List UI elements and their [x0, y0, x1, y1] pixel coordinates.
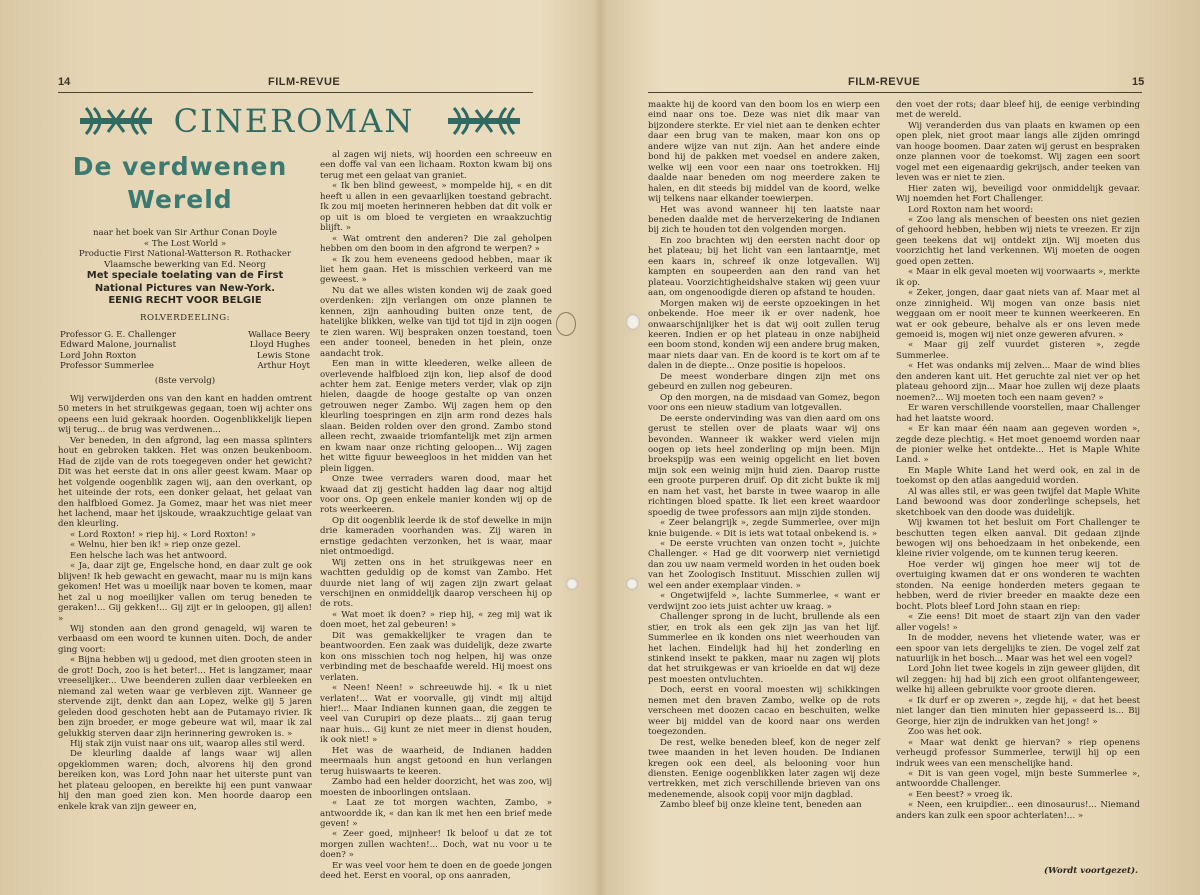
paragraph: « Ik durf er op zweren », zegde hij, « dat het beest niet langer dan tien minuten hier gepasseerd is... Bij George, hier zijn de indrukken van het jong! »: [896, 695, 1140, 727]
page-number-left: 14: [58, 76, 71, 88]
cast-actor: Lewis Stone: [256, 350, 310, 361]
cast-row: [60, 351, 310, 361]
paragraph: En Maple White Land het werd ook, en zal in de toekomst op den atlas aangeduid worden.: [896, 465, 1140, 487]
paragraph: Wij veranderden dus van plaats en kwamen op een open plek, niet groot maar langs alle zijden omringd van hooge boomen. Daar zaten wij gerust en bespraken onze plannen voor de toekomst. Wij zagen een soort vogel met een eigenaardig gekrijsch, ander teeken van leven was er niet te zien.: [896, 120, 1140, 184]
paragraph: Onze twee verraders waren dood, maar het kwaad dat zij gesticht hadden lag daar nog altijd voor ons. Op geen enkele manier konden wij op de rots weerkeeren.: [320, 474, 552, 516]
paragraph: « Ik zou hem eveneens gedood hebben, maar ik liet hem gaan. Het is misschien verkeerd van me geweest. »: [320, 254, 552, 286]
cast-role: Professor G. E. Challenger: [60, 330, 176, 340]
paragraph: « Ongetwijfeld », lachte Summerlee, « want er verdwijnt zoo iets juist achter uw kraag. »: [648, 591, 880, 612]
credits-block: [60, 228, 310, 323]
paragraph: « Maar gij zelf vuurdet gisteren », zegde Summerlee.: [896, 340, 1140, 361]
paragraph: « Zeer goed, mijnheer! Ik beloof u dat ze tot morgen zullen wachten!... Doch, wat nu voor u te doen? »: [320, 829, 552, 861]
paragraph: « Welnu, hier ben ik! » riep onze gezel.: [70, 540, 241, 551]
paragraph: « Zeer belangrijk », zegde Summerlee, over mijn knie buigende. « Dit is iets wat totaal onbekend is. »: [648, 518, 880, 539]
cast-row: [60, 330, 310, 340]
paragraph: Morgen maken wij de eerste opzoekingen in het onbekende. Hoe meer ik er over nadenk, hoe onwaarschijnlijker het is dat wij ooit zullen terug keeren. Indien er op het plateau in onze nabijheid een boom stond, konden wij een andere brug maken, maar niets daar van. En de koord is te kort om af te dalen in de diepte... Onze positie is hopeloos.: [648, 298, 880, 372]
staple-hole: [626, 314, 640, 330]
left-column-1: [58, 394, 312, 864]
paragraph: De eerste ondervinding was van dien aard om ons gerust te stellen over de plaats waar wij ons bevonden. Wanneer ik wakker werd vielen mijn oogen op iets heel zonderling op mijn been. Mijn broekspijp was een weinig opgelicht en liet boven mijn sok een weinig mijn huid zien. Daarop rustte een groote purperen druif. Op dit zicht bukte ik mij en nam het vast, het barste in twee waarop in alle richtingen bloed spatte. Ik liet een kreet waardoor spoedig de twee professors aan mijn zijde stonden.: [648, 413, 880, 518]
section-title: CINEROMAN: [173, 102, 415, 140]
right-column-2: [896, 100, 1140, 864]
running-head-left: FILM-REVUE: [268, 76, 341, 88]
left-page: [0, 0, 596, 895]
paragraph: Ver beneden, in den afgrond, lag een massa splinters hout en gebroken takken. Het was onzen beukenboom. Had de zijde van de rots toegegeven onder het gewicht? Dit was het eerste dat in ons aller geest kwam. Maar op het volgende oogenblik zagen wij, aan den overkant, op het uiteinde der rots, een donker gelaat, het gelaat van den halfbloed Gomez. Ja Gomez, maar het was niet meer het lachend, maar het ijskoude, wraakzuchtige gelaat van den kleurling.: [58, 435, 312, 530]
cast-row: [60, 361, 310, 371]
paragraph: Lord John liet twee kogels in zijn geweer glijden, dit wil zeggen: hij had bij zich een groot olifantengeweer, welke hij alleen gebruikte voor groote dieren.: [896, 664, 1140, 696]
paragraph: den voet der rots; daar bleef hij, de eenige verbinding met de wereld.: [896, 100, 1140, 121]
paragraph: « Lord Roxton! » riep hij. « Lord Roxton! »: [70, 529, 256, 540]
credit-line2: « The Lost World »: [143, 238, 227, 249]
ornament-left-icon: [80, 104, 152, 138]
paragraph: « De eerste vruchten van onzen tocht », juichte Challenger. « Had ge dit voorwerp niet vernietigd dan zou uw naam vermeld worden in het ouden boek van het Zoologisch Instituut. Misschien zullen wij wel een ander exemplaar vinden. »: [648, 539, 880, 591]
story-title: [60, 150, 300, 216]
cast-heading: ROLVERDEELING:: [140, 312, 230, 323]
right-page: [604, 0, 1200, 895]
paragraph: Er waren verschillende voorstellen, maar Challenger had het laatste woord.: [896, 403, 1140, 424]
cineroman-header: [60, 100, 528, 144]
paragraph: Een helsche lach was het antwoord.: [70, 550, 228, 561]
cast-actor: Lloyd Hughes: [249, 340, 310, 351]
credit-bold1: Met speciale toelating van de First: [86, 270, 284, 281]
paragraph: « Zie eens! Dit moet de staart zijn van den vader aller vogels! »: [896, 612, 1140, 633]
paragraph: Lord Roxton nam het woord:: [908, 204, 1034, 215]
paragraph: « Maar in elk geval moeten wij voorwaarts », merkte ik op.: [896, 267, 1140, 288]
installment-note: (8ste vervolg): [154, 376, 216, 386]
cast-role: Edward Malone, journalist: [60, 340, 177, 351]
paragraph: « Ik ben blind geweest, » mompelde hij, « en dit heeft u allen in een gevaarlijken toestand gebracht. Ik zou mij moeten herinneren hebben dat dit volk er op uit is om bloed te vergieten en wraakzuchtig blijft. »: [320, 181, 552, 234]
paragraph: « Laat ze tot morgen wachten, Zambo, » antwoordde ik, « dan kan ik met hen een brief mede geven! »: [320, 798, 552, 829]
paragraph: Het was avond wanneer hij ten laatste naar beneden daalde met de herverzekering de Indianen bij zich te houden tot den volgenden morgen.: [648, 204, 880, 236]
paragraph: « Het was ondanks mij zelven... Maar de wind blies den anderen kant uit. Het geruchte zal niet ver op het plateau gehoord zijn... Maar hoe zullen wij deze plaats noemen?... Wij moeten toch een naam geven? »: [896, 361, 1140, 403]
story-title-line2: Wereld: [127, 185, 233, 214]
paragraph: « Dit is van geen vogel, mijn beste Summerlee », antwoordde Challenger.: [896, 769, 1140, 790]
paragraph: De rest, welke beneden bleef, kon de neger zelf twee maanden in het leven houden. De Indianen kregen ook een deel, als belooning voor hun diensten. Eenige oogenblikken later zagen wij deze vertrekken, met zich verschillende brieven van ons medenemende, alsook copij voor mijn dagblad.: [648, 737, 880, 800]
paragraph: Hoe verder wij gingen hoe meer wij tot de overtuiging kwamen dat er ons wonderen te wachten stonden. Na eenige honderden meters gegaan te hebben, werd de rivier breeder en maakte deze een bocht. Plots bleef Lord John staan en riep:: [896, 559, 1140, 612]
paragraph: Er was veel voor hem te doen en de goede jongen deed het. Eerst en vooral, op ons aanraden,: [320, 860, 552, 882]
paragraph: Zoo was het ook.: [908, 727, 982, 738]
paragraph: En zoo brachten wij den eersten nacht door op het plateau; bij het licht van een lantaarntje, met een kaars in, schreef ik onze lotgevallen. Wij kampten en soupeerden aan den rand van het plateau. Voorzichtigheidshalve staken wij geen vuur aan, om ongenoodigde dieren op afstand te houden.: [648, 235, 880, 299]
cast-role: Lord John Roxton: [60, 350, 137, 361]
paragraph: Op dit oogenblik leerde ik de stof dewelke in mijn drie kameraden voorhanden was. Zij waren in ernstige gedachten verzonken, het is waar, maar niet ontmoedigd.: [320, 515, 552, 558]
paragraph: De meest wonderbare dingen zijn met ons gebeurd en zullen nog gebeuren.: [648, 371, 880, 393]
torn-hole: [556, 312, 576, 336]
cast-actor: Wallace Beery: [248, 330, 310, 340]
paragraph: « Er kan maar één naam aan gegeven worden », zegde deze plechtig. « Het moet genoemd worden naar de pionier welke het ontdekte... Het is Maple White Land. »: [896, 424, 1140, 466]
paragraph: Een man in witte kleederen, welke alleen de overlevende halfbloed zijn kon, liep alsof de dood achter hem zat. Eenige meters verder, vlak op zijn hielen, daagde de hooge gestalte op van onzen getrouwen neger Zambo. Wij zagen hem op den kleurling toespringen en zijn arm rond dezes hals slaan. Beiden rolden over den grond. Zambo stond alleen recht, zwaaide triomfantelijk met zijn armen en kwam naar onze richting geloopen... Wij zagen het witte figuur beweegloos in het midden van het plein liggen.: [320, 359, 552, 474]
paragraph: Wij verwijderden ons van den kant en hadden omtrent 50 meters in het struikgewas gegaan, toen wij achter ons opeens een luid gekraak hoorden. Oogenblikkelijk liepen wij terug... de brug was verdwenen...: [58, 394, 312, 436]
credit-line3: Productie First National-Watterson R. Rothacker: [78, 249, 292, 259]
paragraph: Het was de waarheid, de Indianen hadden meermaals hun angst getoond en hun verlangen terug huiswaarts te keeren.: [320, 745, 552, 777]
paragraph: Zambo had een helder doorzicht, het was zoo, wij moesten de inboorlingen ontslaan.: [320, 777, 552, 798]
paragraph: Dit was gemakkelijker te vragen dan te beantwoorden. Een zaak was duidelijk, deze zwarte kon ons misschien toch nog helpen, hij was onze verbinding met de beschaafde wereld. Hij moest ons verlaten.: [320, 630, 552, 683]
running-head-right: FILM-REVUE: [848, 76, 921, 88]
paragraph: « Een beest? » vroeg ik.: [908, 789, 1013, 800]
paragraph: « Neen! Neen! » schreeuwde hij. « Ik u niet verlaten!... Wat er voorvalle, gij vindt mij altijd hier!... Maar Indianen kunnen gaan, die zeggen te veel van Curupiri op deze plaats... zij gaan terug naar huis... Gij kunt ze niet meer in dienst houden, ik ook niet! »: [320, 683, 552, 746]
credit-line4: Vlaamsche bewerking van Ed. Neorg: [104, 259, 266, 270]
paragraph: al zagen wij niets, wij hoorden een schreeuw en een doffe val van een lichaam. Roxton kwam bij ons terug met een gelaat van graniet.: [320, 150, 552, 181]
paragraph: Doch, eerst en vooral moesten wij schikkingen nemen met den braven Zambo, welke op de rots verscheen met doozen cacao en beschuiten, welke weer bij middel van de koord naar ons werden toegezonden.: [648, 685, 880, 738]
paragraph: « Bijna hebben wij u gedood, met dien grooten steen in de grot! Doch, zoo is het beter!... Het is langzamer, maar vreeselijker... Uwe beenderen zullen daar verbleeken en niemand zal weten waar ge verbleven zijt. Wanneer ge stervende zijt, denkt dan aan Lopez, welke gij 5 jaren geleden dood geschoten hebt aan de Putamayo rivier. Ik ben zijn broeder, er moge gebeure wat wil, maar ik zal gelukkig sterven daar zijn herinnering gewroken is. »: [58, 655, 312, 739]
cast-role: Professor Summerlee: [60, 361, 154, 372]
paragraph: « Wat omtrent den anderen? Die zal geholpen hebben om den boom in den afgrond te werpen? »: [320, 233, 552, 255]
paragraph: Nu dat we alles wisten konden wij de zaak goed overdenken: zijn verlangen om onze plannen te kennen, zijn aanhouding buiten onze tent, de hatelijke blikken, welke van tijd tot tijd in zijn oogen te zien waren. Wij bespraken onzen toestand, toen een ander tooneel, beneden in het plein, onze aandacht trok.: [320, 285, 552, 359]
paragraph: De kleurling daalde af langs waar wij allen opgeklommen waren; doch, alvorens hij den grond bereiken kon, was Lord John naar het uiterste punt van het plateau geloopen, en bereikte hij een punt vanwaar hij den man goed zien kon. Men hoorde daarop een enkele krak van zijn geweer en,: [58, 749, 312, 812]
paragraph: « Neen, een kruipdier... een dinosaurus!... Niemand anders kan zulk een spoor achterlaten!... »: [896, 800, 1140, 821]
paragraph: « Ja, daar zijt ge, Engelsche hond, en daar zult ge ook blijven! Ik heb gewacht en gewacht, maar nu is mijn kans gekomen! Het was u moeilijk naar boven te komen, maar het zal u nog moeilijker vallen om terug beneden te geraken!... Gij gekken!... Gij zijt er in geloopen, gij allen! »: [58, 561, 312, 624]
paragraph: Al was alles stil, er was geen twijfel dat Maple White Land bewoond was door zonderlinge schepsels, het sketchboek van den doode was duidelijk.: [896, 486, 1140, 518]
credit-bold3: EENIG RECHT VOOR BELGIE: [108, 295, 262, 306]
continued-note: (Wordt voortgezet).: [1044, 866, 1139, 876]
paragraph: « Wat moet ik doen? » riep hij, « zeg mij wat ik doen moet, het zal gebeuren! »: [320, 609, 552, 631]
paragraph: « Zoo lang als menschen of beesten ons niet gezien of gehoord hebben, hebben wij niets te vreezen. Er zijn geen teekens dat wij ontdekt zijn. Wij moeten dus voorzichtig het land verkennen. Wij moeten de oogen goed open zetten.: [896, 214, 1140, 267]
cast-list: [60, 330, 310, 372]
staple-hole: [566, 578, 578, 590]
paragraph: Challenger sprong in de lucht, brullende als een stier, en trok als een gek zijn jas van het lijf. Summerlee en ik konden ons niet weerhouden van het lachen. Eindelijk had hij het zonderling en stinkend insekt te pakken, maar nu zagen wij plots dat het struikgewas er van krioelde en dat wij deze pest moesten ontvluchten.: [648, 612, 880, 685]
cast-actor: Arthur Hoyt: [257, 361, 310, 372]
story-title-line1: De verdwenen: [72, 152, 288, 181]
ornament-right-icon: [448, 104, 520, 138]
paragraph: Hij stak zijn vuist naar ons uit, waarop alles stil werd.: [70, 738, 306, 749]
credit-bold2: National Pictures van New-York.: [94, 282, 276, 294]
paragraph: Op den morgen, na de misdaad van Gomez, begon voor ons een nieuw stadium van lotgevallen.: [648, 392, 880, 414]
paragraph: Hier zaten wij, beveiligd voor onmiddelijk gevaar. Wij noemden het Fort Challenger.: [896, 183, 1140, 205]
page-number-right: 15: [1132, 76, 1145, 88]
staple-hole: [626, 578, 638, 590]
paragraph: « Zeker, jongen, daar gaat niets van af. Maar met al onze zinnigheid. Wij mogen van onze basis niet weggaan om er nooit meer te kunnen weerkeeren. En wat er ook gebeure, behalve als er ons leven mede gemoeid is, mogen wij niet onze geweren afvuren. »: [896, 288, 1140, 340]
paragraph: In de modder, nevens het vlietende water, was er een spoor van iets dergelijks te zien. De vogel zelf zat natuurlijk in het bosch... Maar was het wel een vogel?: [896, 633, 1140, 665]
header-rule-right: [648, 92, 1142, 93]
paragraph: maakte hij de koord van den boom los en wierp een eind naar ons toe. Deze was niet dik maar van bijzondere sterkte. Er viel niet aan te denken echter daar een brug van te maken, maar kon ons op andere wijze van nut zijn. Aan het andere einde bond hij de pakken met voedsel en andere zaken, welke wij een voor een naar ons toetrokken. Hij daalde naar beneden om nog meerdere zaken te halen, en dit steeds bij middel van de koord, welke wij telkens naar elkander toewierpen.: [648, 100, 880, 205]
paragraph: « Maar wat denkt ge hiervan? » riep openens verheugd professor Summerlee, terwijl hij op een indruk wees van een menschelijke hand.: [896, 737, 1140, 769]
credit-line1: naar het boek van Sir Arthur Conan Doyle: [93, 228, 277, 238]
paragraph: Wij stonden aan den grond genageld, wij waren te verbaasd om een woord te kunnen uiten. Doch, de ander ging voort:: [58, 623, 312, 655]
left-column-2: [320, 150, 552, 882]
paragraph: Wij zetten ons in het struikgewas neer en wachtten geduldig op de komst van Zambo. Het duurde niet lang of wij zagen zijn zwart gelaat verschijnen en onmiddelijk daarop verscheen hij op de rots.: [320, 557, 552, 610]
right-column-1: [648, 100, 880, 864]
paragraph: Zambo bleef bij onze kleine tent, beneden aan: [660, 800, 862, 811]
paragraph: Wij kwamen tot het besluit om Fort Challenger te beschutten tegen elken aanval. Dit gedaan zijnde bewogen wij ons behoedzaam in het onbekende, een kleine rivier volgende, om te kunnen terug keeren.: [896, 518, 1140, 560]
cast-row: [60, 340, 310, 350]
header-rule-left: [58, 92, 533, 93]
